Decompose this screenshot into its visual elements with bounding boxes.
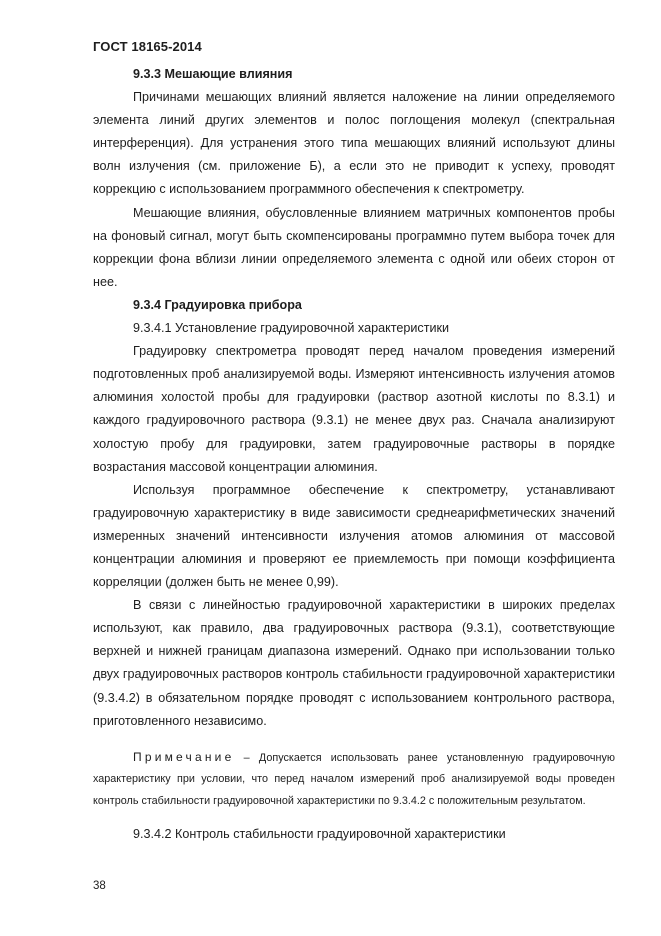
subsection-heading-9-3-4-1: 9.3.4.1 Установление градуировочной характеристики bbox=[133, 321, 450, 336]
note bbox=[93, 747, 615, 813]
paragraph: Используя программное обеспечение к спектрометру, устанавливают градуировочную характеристику в виде зависимости среднеарифметических значений измеренных значений интенсивности излучения атомов алюминия от массовой концентрации алюминия и проверяют ее приемлемость при помощи коэффициента корреляции (должен быть не менее 0,99). bbox=[93, 482, 615, 590]
note-text: Допускается использовать ранее установленную градуировочную характеристику при условии, что перед началом измерений проб анализируемой воды проведен контроль стабильности градуировочной характеристики по 9.3.4.2 с положительным результатом. bbox=[93, 751, 615, 807]
note-dash: – bbox=[234, 751, 259, 764]
document-header: ГОСТ 18165-2014 bbox=[93, 39, 202, 54]
paragraph: Причинами мешающих влияний является наложение на линии определяемого элемента линий других элементов и полос поглощения молекул (спектральная интерференция). Для устранения этого типа мешающих влияний используют длины волн излучения (см. приложение Б), а если это не приводит к успеху, проводят коррекцию с использованием программного обеспечения к спектрометру. bbox=[93, 90, 615, 197]
note-label: Примечание bbox=[133, 749, 235, 764]
paragraph: Градуировку спектрометра проводят перед началом проведения измерений подготовленных проб анализируемой воды. Измеряют интенсивность излучения атомов алюминия холостой пробы для градуировки (раствор азотной кислоты по 8.3.1) и каждого градуировочного раствора (9.3.1) не менее двух раз. Сначала анализируют холостую пробу для градуировки, затем градуировочные растворы в порядке возрастания массовой концентрации алюминия. bbox=[93, 344, 615, 474]
page-number: 38 bbox=[93, 880, 106, 892]
paragraph: В связи с линейностью градуировочной характеристики в широких пределах используют, как правило, два градуировочных раствора (9.3.1), соответствующие верхней и нижней границам диапазона измерений. Однако при использовании только двух градуировочных растворов контроль стабильности градуировочной характеристики (9.3.4.2) в обязательном порядке проводят с использованием контрольного раствора, приготовленного независимо. bbox=[93, 598, 615, 728]
paragraph: Мешающие влияния, обусловленные влиянием матричных компонентов пробы на фоновый сигнал, могут быть скомпенсированы программно путем выбора точек для коррекции фона вблизи линии определяемого элемента с одной или обеих сторон от нее. bbox=[93, 205, 615, 289]
section-heading-9-3-3: 9.3.3 Мешающие влияния bbox=[133, 67, 293, 81]
page-content bbox=[93, 63, 615, 846]
subsection-heading-9-3-4-2: 9.3.4.2 Контроль стабильности градуировочной характеристики bbox=[133, 827, 506, 842]
section-heading-9-3-4: 9.3.4 Градуировка прибора bbox=[133, 297, 302, 312]
